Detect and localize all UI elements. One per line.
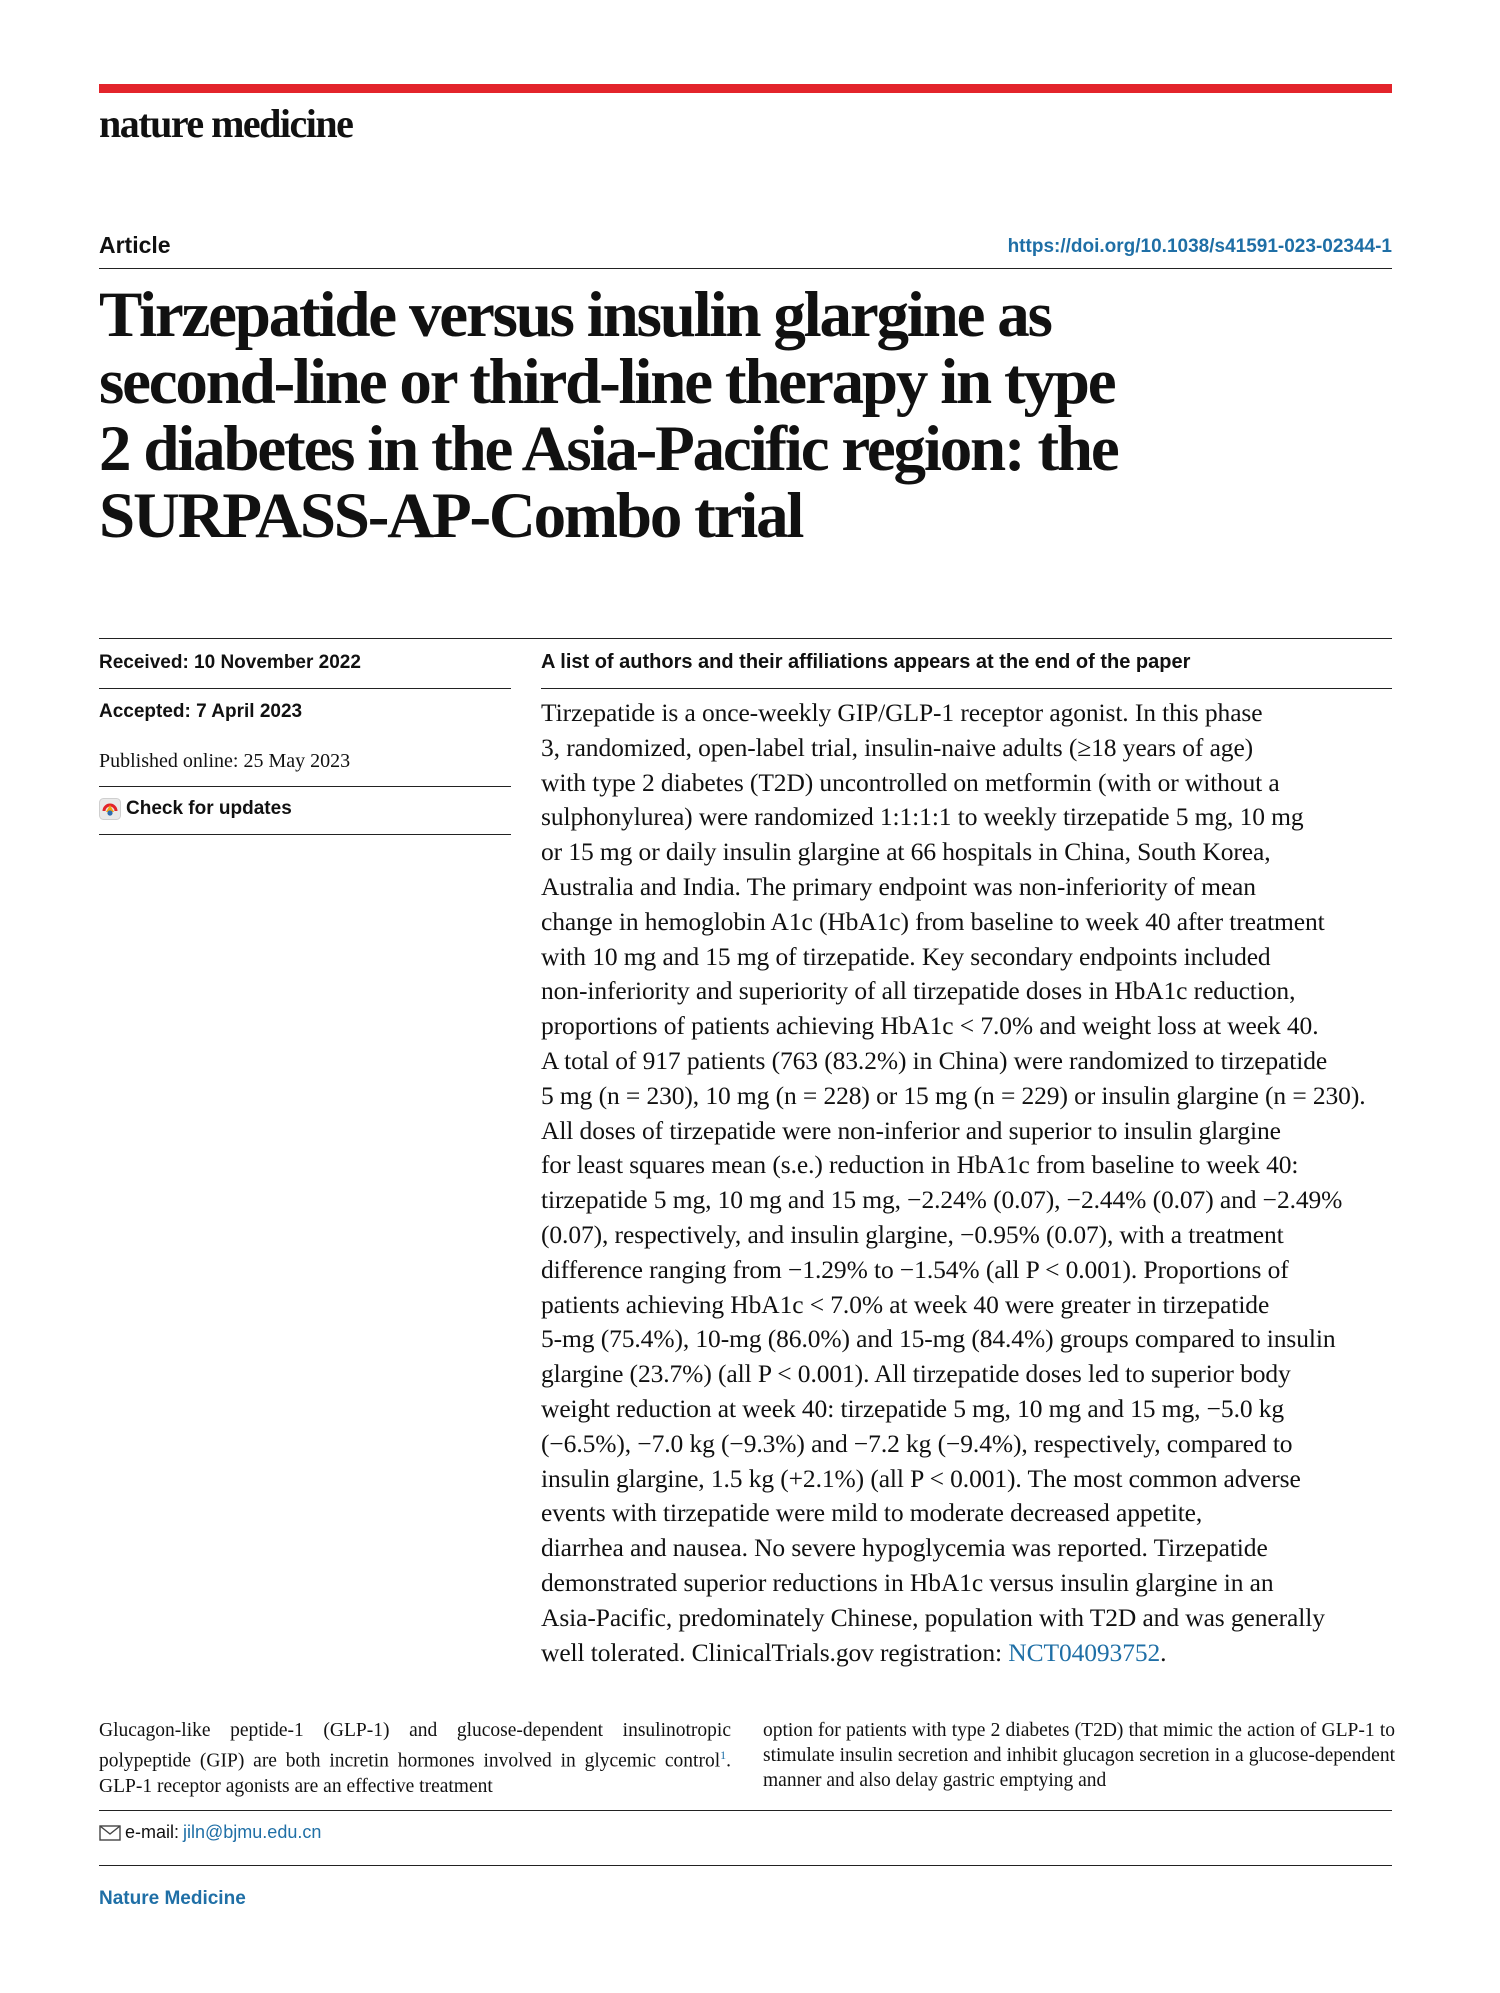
abstract-line: difference ranging from −1.29% to −1.54% (all P < 0.001). Proportions of (541, 1254, 1289, 1284)
affiliation-note: A list of authors and their affiliations appears at the end of the paper (541, 651, 1191, 673)
abstract-line: 5 mg (n = 230), 10 mg (n = 228) or 15 mg (n = 229) or insulin glargine (n = 230). (541, 1080, 1366, 1110)
abstract-line: tirzepatide 5 mg, 10 mg and 15 mg, −2.24% (0.07), −2.44% (0.07) and −2.49% (541, 1185, 1343, 1215)
abstract-line: events with tirzepatide were mild to moderate decreased appetite, (541, 1498, 1203, 1528)
abstract-line: glargine (23.7%) (all P < 0.001). All tirzepatide doses led to superior body (541, 1359, 1291, 1389)
footnote-rule (99, 1810, 1392, 1811)
abstract-line: well tolerated. ClinicalTrials.gov registration: (541, 1637, 1009, 1667)
title-line: Tirzepatide versus insulin glargine as (99, 279, 1051, 351)
footer-journal-name: Nature Medicine (99, 1888, 246, 1909)
abstract-line: non-inferiority and superiority of all tirzepatide doses in HbA1c reduction, (541, 976, 1296, 1006)
journal-name: nature medicine (99, 101, 353, 146)
intro-column-right: option for patients with type 2 diabetes (T2D) that mimic the action of GLP-1 to stimulate insulin secretion and inhibit glucagon secretion in a glucose-dependent manner and also delay gastric emptying and (763, 1720, 1395, 1791)
abstract-line: Tirzepatide is a once-weekly GIP/GLP-1 receptor agonist. In this phase (541, 698, 1263, 727)
abstract-top-rule (541, 688, 1392, 689)
abstract-line: patients achieving HbA1c < 7.0% at week 40 were greater in tirzepatide (541, 1289, 1270, 1319)
meta-top-rule (99, 638, 1392, 639)
abstract-line: (−6.5%), −7.0 kg (−9.3%) and −7.2 kg (−9.4%), respectively, compared to (541, 1428, 1293, 1458)
email-link[interactable]: jiln@bjmu.edu.cn (183, 1822, 322, 1842)
abstract-line: or 15 mg or daily insulin glargine at 66 hospitals in China, South Korea, (541, 837, 1271, 867)
abstract-line: Australia and India. The primary endpoint was non-inferiority of mean (541, 871, 1256, 901)
abstract-line: insulin glargine, 1.5 kg (+2.1%) (all P < 0.001). The most common adverse (541, 1463, 1301, 1493)
abstract-line: Asia-Pacific, predominately Chinese, population with T2D and was generally (541, 1602, 1325, 1632)
meta-rule (99, 688, 511, 689)
check-updates-icon (99, 798, 121, 820)
abstract-line: demonstrated superior reductions in HbA1c versus insulin glargine in an (541, 1567, 1274, 1597)
envelope-icon (99, 1825, 121, 1841)
abstract (541, 696, 1401, 1670)
abstract-line: proportions of patients achieving HbA1c < 7.0% and weight loss at week 40. (541, 1011, 1319, 1041)
abstract-line: weight reduction at week 40: tirzepatide 5 mg, 10 mg and 15 mg, −5.0 kg (541, 1393, 1285, 1423)
received-date: Received: 10 November 2022 (99, 652, 361, 673)
email-row (99, 1822, 321, 1843)
abstract-end: . (1160, 1637, 1167, 1667)
abstract-line: for least squares mean (s.e.) reduction in HbA1c from baseline to week 40: (541, 1150, 1299, 1180)
abstract-line: with 10 mg and 15 mg of tirzepatide. Key secondary endpoints included (541, 941, 1271, 971)
abstract-line: A total of 917 patients (763 (83.2%) in China) were randomized to tirzepatide (541, 1045, 1328, 1075)
check-updates-button[interactable] (99, 798, 292, 820)
abstract-line: 3, randomized, open-label trial, insulin-naive adults (≥18 years of age) (541, 732, 1254, 762)
intro-left-text: Glucagon-like peptide-1 (GLP-1) and glucose-dependent insulinotropic polypeptide (GIP) are both incretin hormones involved in glycemic control (99, 1720, 731, 1772)
title-line: SURPASS-AP-Combo trial (99, 480, 803, 552)
meta-rule (99, 834, 511, 835)
doi-link[interactable]: https://doi.org/10.1038/s41591-023-02344-1 (1007, 236, 1392, 257)
abstract-line: All doses of tirzepatide were non-inferior and superior to insulin glargine (541, 1115, 1281, 1145)
title-top-rule (99, 268, 1392, 269)
abstract-line: (0.07), respectively, and insulin glargine, −0.95% (0.07), with a treatment (541, 1219, 1284, 1249)
abstract-line: change in hemoglobin A1c (HbA1c) from baseline to week 40 after treatment (541, 906, 1325, 936)
check-updates-label: Check for updates (126, 798, 292, 819)
footer-rule (99, 1865, 1392, 1866)
meta-rule (99, 786, 511, 787)
abstract-line: 5-mg (75.4%), 10-mg (86.0%) and 15-mg (84.4%) groups compared to insulin (541, 1324, 1336, 1354)
article-title (99, 279, 1389, 552)
reference-1-link[interactable]: 1 (720, 1748, 727, 1762)
header-red-bar (99, 84, 1392, 93)
title-line: second-line or third-line therapy in type (99, 346, 1115, 418)
title-line: 2 diabetes in the Asia-Pacific region: the (99, 413, 1118, 485)
abstract-line: sulphonylurea) were randomized 1:1:1:1 to weekly tirzepatide 5 mg, 10 mg (541, 802, 1304, 832)
article-type-label: Article (99, 232, 171, 258)
clinical-trial-link[interactable]: NCT04093752 (1008, 1637, 1161, 1667)
intro-left-tail: . GLP-1 receptor agonists are an effective treatment (99, 1750, 731, 1797)
published-date: Published online: 25 May 2023 (99, 750, 351, 772)
accepted-date: Accepted: 7 April 2023 (99, 701, 303, 722)
abstract-line: with type 2 diabetes (T2D) uncontrolled on metformin (with or without a (541, 767, 1280, 797)
intro-column-left (99, 1718, 731, 1799)
abstract-line: diarrhea and nausea. No severe hypoglycemia was reported. Tirzepatide (541, 1533, 1268, 1563)
email-label: e-mail: (125, 1822, 180, 1842)
